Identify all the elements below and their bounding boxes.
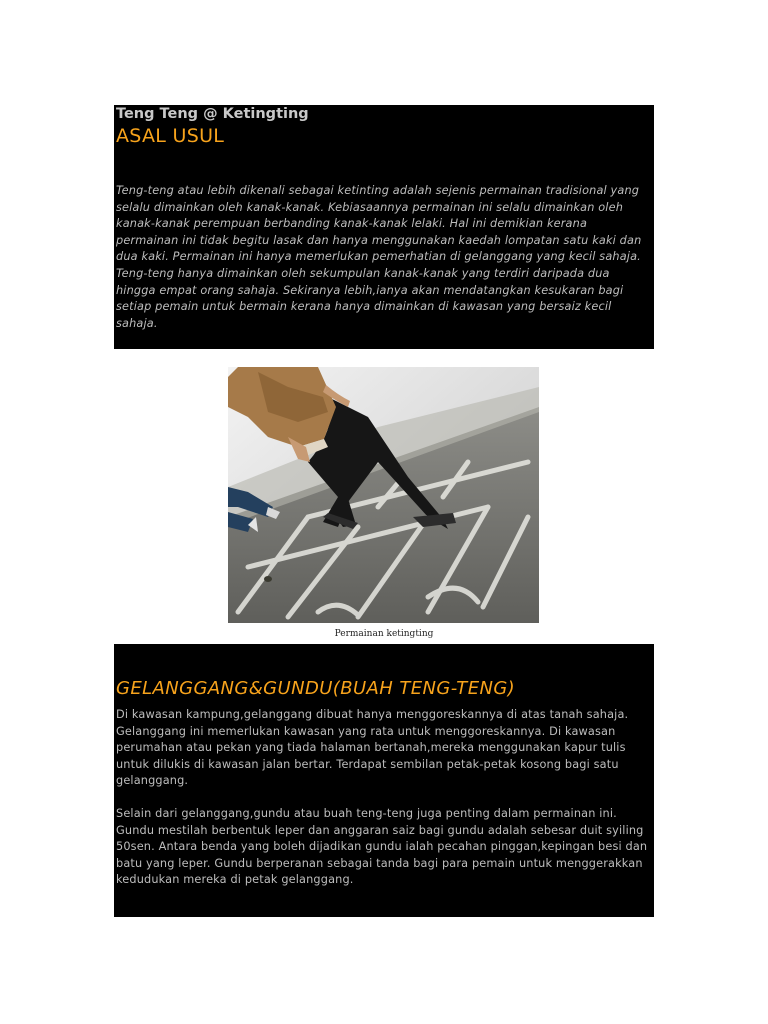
- court-and-marker-section: [114, 644, 654, 917]
- marker-paragraph: Selain dari gelanggang,gundu atau buah teng-teng juga penting dalam permainan ini. Gundu mestilah berbentuk leper dan anggaran saiz bagi gundu adalah sebesar duit syiling 50sen. Antara benda yang boleh dijadikan gundu ialah pecahan pinggan,kepingan besi dan batu yang leper. Gundu berperanan sebagai tanda bagi para pemain untuk menggerakkan kedudukan mereka di petak gelanggang.: [116, 806, 648, 887]
- intro-paragraph: Teng-teng atau lebih dikenali sebagai ketinting adalah sejenis permainan tradisional yang selalu dimainkan oleh kanak-kanak. Kebiasaannya permainan ini selalu dimainkan oleh kanak-kanak perempuan berbanding kanak-kanak lelaki. Hal ini demikian kerana permainan ini tidak begitu lasak dan hanya menggunakan kaedah lompatan satu kaki dan dua kaki. Permainan ini hanya memerlukan pemerhatian di gelanggang yang kecil sahaja. Teng-teng hanya dimainkan oleh sekumpulan kanak-kanak yang terdiri daripada dua hingga empat orang sahaja. Sekiranya lebih,ianya akan mendatangkan kesukaran bagi setiap pemain untuk bermain kerana hanya dimainkan di kawasan yang bersaiz kecil sahaja.: [116, 184, 642, 330]
- hopscotch-photo: [228, 367, 539, 623]
- site-title: Teng Teng @ Ketingting: [116, 106, 309, 122]
- section-heading-asal-usul: ASAL USUL: [116, 125, 225, 147]
- photo-caption: Permainan ketingting: [334, 629, 434, 639]
- court-paragraph: Di kawasan kampung,gelanggang dibuat hanya menggoreskannya di atas tanah sahaja. Gelanggang ini memerlukan kawasan yang rata untuk menggoreskannya. Di kawasan perumahan atau pekan yang tiada halaman bertanah,mereka menggunakan kapur tulis untuk dilukis di kawasan jalan bertar. Terdapat sembilan petak-petak kosong bagi satu gelanggang.: [116, 708, 629, 788]
- intro-section: [114, 105, 654, 349]
- section-heading-gelanggang: GELANGGANG&GUNDU(BUAH TENG-TENG): [116, 678, 516, 699]
